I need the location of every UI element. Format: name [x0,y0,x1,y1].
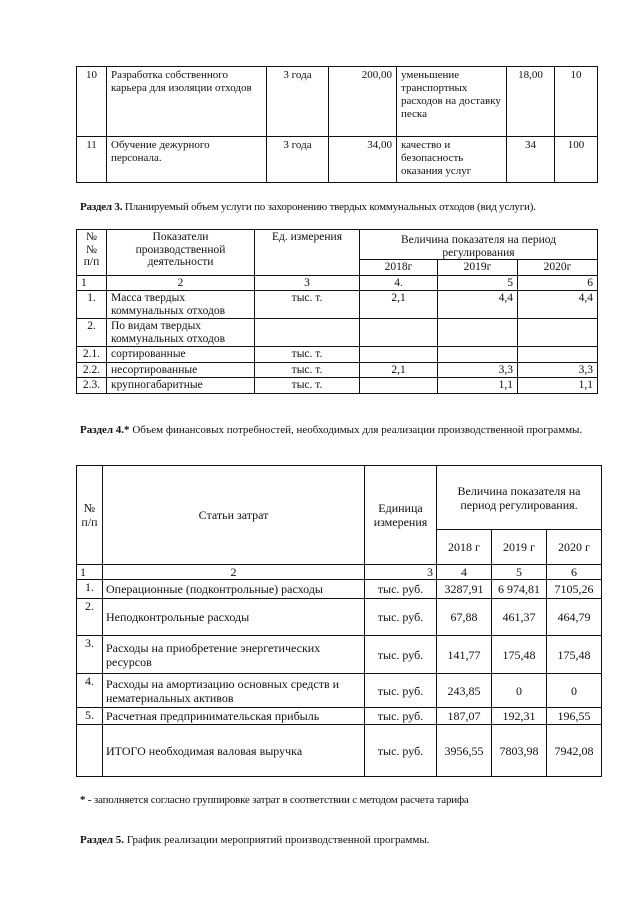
indicator-unit: тыс. т. [255,362,360,378]
value-2020: 4,4 [518,291,598,319]
column-number: 1 [77,275,107,291]
row-number: 1. [77,291,107,319]
value-2020: 3,3 [518,362,598,378]
header-year-2020: 2020г [518,260,598,276]
waste-volume-table [76,229,598,394]
value-2020: 7105,26 [547,580,602,599]
footnote [80,794,469,806]
total-row [77,725,602,777]
column-number: 2 [107,275,255,291]
measure-cost: 200,00 [329,67,397,137]
column-number: 3 [255,275,360,291]
value-2020 [518,319,598,347]
header-num: №№ п/п [77,230,107,276]
row-number: 4. [77,674,103,708]
row-number: 5. [77,708,103,725]
measure-effect: уменьшение транспортных расходов на доставку песка [397,67,507,137]
indicator-name: сортированные [107,347,255,363]
row-number: 2. [77,319,107,347]
table-row [77,67,598,137]
section-4-heading [80,423,598,438]
measure-name: Обучение дежурного персонала. [107,137,267,183]
column-number: 2 [103,565,365,580]
indicator-unit: тыс. т. [255,378,360,394]
header-unit: Ед. измерения [255,230,360,276]
column-number-row [77,275,598,291]
value-2018: 67,88 [437,599,492,636]
column-number: 4 [437,565,492,580]
value-2019 [438,319,518,347]
value-2020: 196,55 [547,708,602,725]
cost-item-unit: тыс. руб. [365,725,437,777]
table-row [77,319,598,347]
value-2020: 1,1 [518,378,598,394]
value-2018: 2,1 [360,362,438,378]
indicator-name: Масса твердых коммунальных отходов [107,291,255,319]
value-2019 [438,347,518,363]
header-num: № п/п [77,466,103,565]
header-row [77,466,602,530]
column-number: 6 [547,565,602,580]
value-2019: 192,31 [492,708,547,725]
measure-value-1: 34 [507,137,555,183]
value-2018 [360,378,438,394]
header-item: Статьи затрат [103,466,365,565]
measure-effect: качество и безопасность оказания услуг [397,137,507,183]
value-2020 [518,347,598,363]
section-5-heading [80,834,429,846]
header-value: Величина показателя на период регулирования [360,230,598,260]
header-year-2020: 2020 г [547,530,602,565]
row-number: 3. [77,636,103,674]
table-row [77,636,602,674]
table-row [77,580,602,599]
row-number: 10 [77,67,107,137]
value-2018 [360,347,438,363]
value-2018: 243,85 [437,674,492,708]
indicator-name: несортированные [107,362,255,378]
measure-value-2: 10 [555,67,598,137]
cost-item-name: Операционные (подконтрольные) расходы [103,580,365,599]
cost-item-name: Расходы на амортизацию основных средств и нематериальных активов [103,674,365,708]
row-number: 1. [77,580,103,599]
table-row [77,708,602,725]
column-number: 1 [77,565,103,580]
header-year-2019: 2019 г [492,530,547,565]
row-number: 2.1. [77,347,107,363]
measure-value-1: 18,00 [507,67,555,137]
section-title: Планируемый объем услуги по захоронению твердых коммунальных отходов (вид услуги). [124,201,536,213]
column-number: 5 [492,565,547,580]
cost-item-unit: тыс. руб. [365,708,437,725]
indicator-name: По видам твердых коммунальных отходов [107,319,255,347]
row-number: 2.3. [77,378,107,394]
cost-item-name: Расходы на приобретение энергетических ресурсов [103,636,365,674]
column-number: 4. [360,275,438,291]
header-year-2019: 2019г [438,260,518,276]
section-label: Раздел 4.* [80,424,130,436]
column-number: 3 [365,565,437,580]
cost-item-unit: тыс. руб. [365,674,437,708]
measure-cost: 34,00 [329,137,397,183]
value-2019: 6 974,81 [492,580,547,599]
measures-table [76,66,598,183]
value-2020: 175,48 [547,636,602,674]
section-title: Объем финансовых потребностей, необходимых для реализации производственной программы. [132,424,583,436]
section-title: График реализации мероприятий производственной программы. [126,834,430,846]
table-row [77,674,602,708]
table-row [77,137,598,183]
footnote-text: заполняется согласно группировке затрат в соответствии с методом расчета тарифа [93,794,469,806]
header-unit: Единица измерения [365,466,437,565]
section-label: Раздел 3. [80,201,123,213]
measure-value-2: 100 [555,137,598,183]
column-number: 5 [438,275,518,291]
column-number: 6 [518,275,598,291]
row-number: 2. [77,599,103,636]
section-3-heading [80,201,536,213]
table-row [77,291,598,319]
indicator-unit: тыс. т. [255,291,360,319]
measure-period: 3 года [267,137,329,183]
row-number: 2.2. [77,362,107,378]
footnote-marker: * - [80,794,92,806]
indicator-unit: тыс. т. [255,347,360,363]
value-2020: 0 [547,674,602,708]
table-row [77,599,602,636]
column-number-row [77,565,602,580]
value-2018: 3287,91 [437,580,492,599]
measure-name: Разработка собственного карьера для изоляции отходов [107,67,267,137]
value-2018 [360,319,438,347]
value-2019: 4,4 [438,291,518,319]
section-label: Раздел 5. [80,834,125,846]
header-indicator: Показатели производственной деятельности [107,230,255,276]
value-2018: 2,1 [360,291,438,319]
cost-item-name: Расчетная предпринимательская прибыль [103,708,365,725]
value-2019: 3,3 [438,362,518,378]
header-year-2018: 2018 г [437,530,492,565]
measure-period: 3 года [267,67,329,137]
cost-item-name: ИТОГО необходимая валовая выручка [103,725,365,777]
value-2019: 7803,98 [492,725,547,777]
value-2018: 187,07 [437,708,492,725]
row-number [77,725,103,777]
value-2018: 3956,55 [437,725,492,777]
value-2020: 464,79 [547,599,602,636]
value-2018: 141,77 [437,636,492,674]
table-row [77,347,598,363]
table-row [77,362,598,378]
value-2019: 1,1 [438,378,518,394]
cost-item-unit: тыс. руб. [365,636,437,674]
cost-item-unit: тыс. руб. [365,599,437,636]
value-2019: 461,37 [492,599,547,636]
cost-item-name: Неподконтрольные расходы [103,599,365,636]
value-2020: 7942,08 [547,725,602,777]
header-row [77,230,598,260]
header-year-2018: 2018г [360,260,438,276]
cost-item-unit: тыс. руб. [365,580,437,599]
indicator-unit [255,319,360,347]
financial-needs-table [76,465,602,777]
table-row [77,378,598,394]
value-2019: 0 [492,674,547,708]
row-number: 11 [77,137,107,183]
header-value: Величина показателя на период регулирования. [437,466,602,530]
value-2019: 175,48 [492,636,547,674]
indicator-name: крупногабаритные [107,378,255,394]
